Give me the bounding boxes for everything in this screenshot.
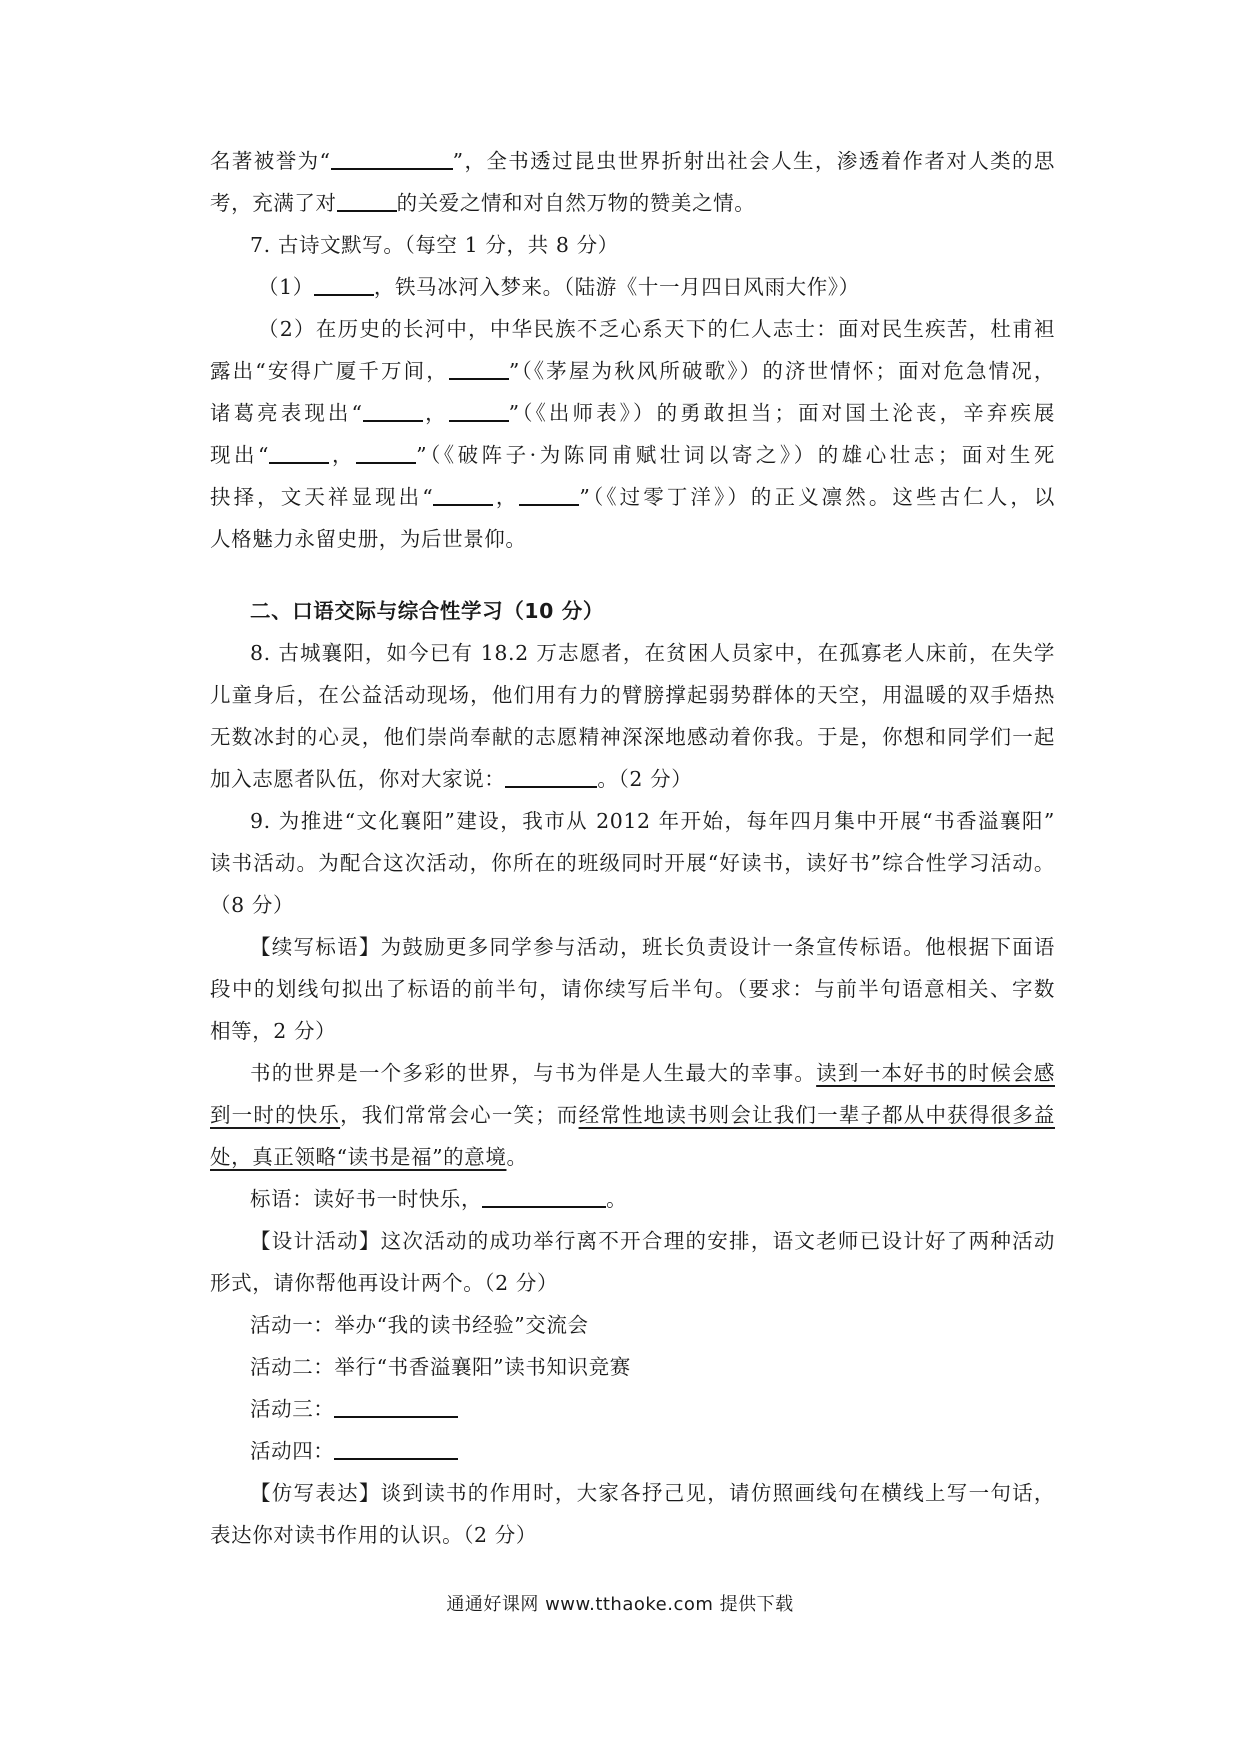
reading-passage-line-3	[210, 1136, 1055, 1178]
q8-line-1: 8. 古城襄阳，如今已有 18.2 万志愿者，在贫困人员家中，在孤寡老人床前，在失学	[250, 641, 1055, 665]
text: 。（2 分）	[597, 767, 693, 791]
imitation-task-line-2: 表达你对读书作用的认识。（2 分）	[210, 1523, 538, 1547]
q6-line-1	[210, 140, 1055, 182]
q7-sub-2-line-3	[210, 392, 1055, 434]
answer-blank[interactable]	[334, 1434, 458, 1460]
q7-sub-1	[210, 266, 1055, 308]
slogan-task-line-3: 相等，2 分）	[210, 1019, 337, 1043]
activity-2: 活动二：举行“书香溢襄阳”读书知识竞赛	[250, 1355, 631, 1379]
q6-line-2	[210, 182, 1055, 224]
text: ”（《过零丁洋》）的正义凛然。这些古仁人，以	[579, 485, 1056, 509]
answer-blank[interactable]	[334, 1392, 458, 1418]
q7-sub-2-line-4	[210, 434, 1055, 476]
answer-blank[interactable]	[337, 186, 397, 212]
activity-4	[210, 1430, 1055, 1472]
answer-blank[interactable]	[363, 396, 423, 422]
q9-line-1: 9. 为推进“文化襄阳”建设，我市从 2012 年开始，每年四月集中开展“书香溢襄阳”	[250, 809, 1055, 833]
imitation-task-line-1: 【仿写表达】谈到读书的作用时，大家各抒己见，请仿照画线句在横线上写一句话，	[250, 1481, 1055, 1505]
q7-title: 7. 古诗文默写。（每空 1 分，共 8 分）	[250, 233, 619, 257]
q7-sub-2-line-6: 人格魅力永留史册，为后世景仰。	[210, 527, 527, 551]
text: ，铁马冰河入梦来。（陆游《十一月四日风雨大作》）	[373, 275, 860, 299]
underlined-sentence: 读到一本好书的时候会感	[816, 1061, 1055, 1085]
answer-blank[interactable]	[314, 270, 374, 296]
text: ”，全书透过昆虫世界折射出社会人生，渗透着作者对人类的思	[452, 149, 1055, 173]
exam-page	[210, 140, 1055, 1556]
text: 现出“	[210, 443, 270, 467]
text: 抉择，文天祥显现出“	[210, 485, 434, 509]
text: ”（《出师表》）的勇敢担当；面对国土沦丧，辛弃疾展	[508, 401, 1056, 425]
answer-blank[interactable]	[449, 354, 509, 380]
text: 标语：读好书一时快乐，	[250, 1187, 483, 1211]
text: 露出“安得广厦千万间，	[210, 359, 449, 383]
answer-blank[interactable]	[505, 762, 597, 788]
text: 名著被誉为“	[210, 149, 331, 173]
page-footer: 通通好课网 www.tthaoke.com 提供下载	[446, 1594, 794, 1615]
q8-line-4	[210, 758, 1055, 800]
text: 加入志愿者队伍，你对大家说：	[210, 767, 506, 791]
answer-blank[interactable]	[331, 144, 453, 170]
q9-line-2: 读书活动。为配合这次活动，你所在的班级同时开展“好读书，读好书”综合性学习活动。	[210, 851, 1055, 875]
answer-blank[interactable]	[269, 438, 329, 464]
slogan-line	[210, 1178, 1055, 1220]
answer-blank[interactable]	[433, 480, 493, 506]
text: 书的世界是一个多彩的世界，与书为伴是人生最大的幸事。	[250, 1061, 817, 1085]
answer-blank[interactable]	[449, 396, 509, 422]
text: 活动四：	[250, 1439, 335, 1463]
q7-sub-2-line-2	[210, 350, 1055, 392]
slogan-task-line-1: 【续写标语】为鼓励更多同学参与活动，班长负责设计一条宣传标语。他根据下面语	[250, 935, 1055, 959]
text: ，	[493, 485, 520, 509]
text: 。	[506, 1145, 528, 1169]
activity-task-line-1: 【设计活动】这次活动的成功举行离不开合理的安排，语文老师已设计好了两种活动	[250, 1229, 1055, 1253]
answer-blank[interactable]	[482, 1182, 606, 1208]
text: ，	[329, 443, 357, 467]
text: ，我们常常会心一笑；而	[340, 1103, 579, 1127]
reading-passage-line-1	[210, 1052, 1055, 1094]
text: 的关爱之情和对自然万物的赞美之情。	[396, 191, 756, 215]
answer-blank[interactable]	[519, 480, 579, 506]
underlined-sentence: 到一时的快乐	[210, 1103, 341, 1127]
text: ，	[422, 401, 449, 425]
text: 考，充满了对	[210, 191, 337, 215]
text: （1）	[258, 275, 314, 299]
activity-task-line-2: 形式，请你帮他再设计两个。（2 分）	[210, 1271, 559, 1295]
answer-blank[interactable]	[356, 438, 416, 464]
section-heading: 二、口语交际与综合性学习（10 分）	[250, 599, 604, 623]
text: 。	[606, 1187, 628, 1211]
q8-line-2: 儿童身后，在公益活动现场，他们用有力的臂膀撑起弱势群体的天空，用温暖的双手焐热	[210, 683, 1055, 707]
q9-line-3: （8 分）	[210, 893, 295, 917]
text: ”（《茅屋为秋风所破歌》）的济世情怀；面对危急情况，	[508, 359, 1055, 383]
text: 活动三：	[250, 1397, 335, 1421]
q7-sub-2-line-5	[210, 476, 1055, 518]
slogan-task-line-2: 段中的划线句拟出了标语的前半句，请你续写后半句。（要求：与前半句语意相关、字数	[210, 977, 1055, 1001]
q7-sub-2-line-1: （2）在历史的长河中，中华民族不乏心系天下的仁人志士：面对民生疾苦，杜甫袒	[258, 317, 1055, 341]
activity-1: 活动一：举办“我的读书经验”交流会	[250, 1313, 589, 1337]
q8-line-3: 无数冰封的心灵，他们崇尚奉献的志愿精神深深地感动着你我。于是，你想和同学们一起	[210, 725, 1055, 749]
text: ”（《破阵子·为陈同甫赋壮词以寄之》）的雄心壮志；面对生死	[416, 443, 1055, 467]
underlined-sentence: 处，真正领略“读书是福”的意境	[210, 1145, 507, 1169]
activity-3	[210, 1388, 1055, 1430]
text: 诸葛亮表现出“	[210, 401, 363, 425]
reading-passage-line-2	[210, 1094, 1055, 1136]
underlined-sentence: 经常性地读书则会让我们一辈子都从中获得很多益	[578, 1103, 1055, 1127]
